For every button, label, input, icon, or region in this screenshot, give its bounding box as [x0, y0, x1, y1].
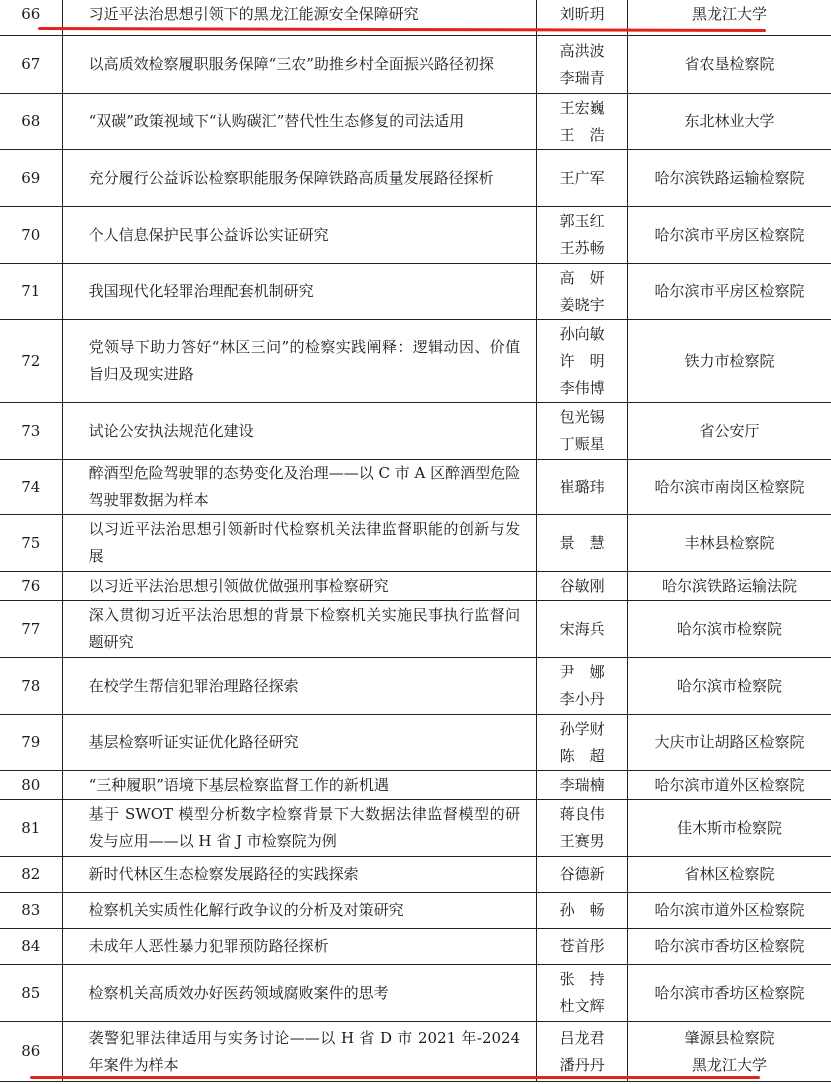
author-name: 包光锡 [559, 408, 605, 426]
row-number: 85 [0, 965, 62, 1022]
row-number: 67 [0, 36, 62, 94]
paper-title: 个人信息保护民事公益诉讼实证研究 [62, 207, 537, 264]
unit-name: 佳木斯市检察院 [677, 818, 783, 837]
paper-title: 习近平法治思想引领下的黑龙江能源安全保障研究 [62, 0, 537, 36]
author-cell [537, 264, 628, 320]
unit-name: 大庆市让胡路区检察院 [654, 733, 805, 751]
unit-name: 丰林县检察院 [684, 533, 775, 552]
author-cell [537, 320, 628, 403]
author-name: 吕龙君 [559, 1028, 605, 1047]
row-number: 83 [0, 893, 62, 929]
table-row [0, 150, 831, 207]
author-name: 李瑞青 [559, 68, 605, 87]
author-name: 高洪波 [559, 41, 605, 60]
unit-cell [628, 320, 831, 403]
paper-title: 以习近平法治思想引领新时代检察机关法律监督职能的创新与发展 [62, 515, 537, 572]
paper-title: “三种履职”语境下基层检察监督工作的新机遇 [62, 771, 537, 800]
paper-title: 新时代林区生态检察发展路径的实践探索 [62, 857, 537, 893]
author-name: 孙学财 [559, 719, 605, 738]
author-name: 张 持 [559, 970, 605, 988]
unit-cell [628, 601, 831, 658]
row-number: 79 [0, 715, 62, 771]
author-name: 丁赈星 [559, 435, 605, 453]
table-row [0, 715, 831, 771]
author-cell [537, 857, 628, 893]
author-name: 谷德新 [559, 865, 605, 883]
author-name: 景 慧 [559, 533, 605, 552]
author-cell [537, 715, 628, 771]
paper-title: 袭警犯罪法律适用与实务讨论——以 H 省 D 市 2021 年-2024 年案件为样本 [62, 1022, 537, 1082]
author-name: 孙向敏 [559, 324, 605, 343]
unit-cell [628, 965, 831, 1022]
author-cell [537, 965, 628, 1022]
unit-name: 铁力市检察院 [684, 351, 775, 370]
row-number: 74 [0, 460, 62, 515]
unit-cell [628, 929, 831, 965]
table-row [0, 320, 831, 403]
author-name: 刘昕玥 [559, 5, 605, 23]
author-cell [537, 36, 628, 94]
paper-title: 检察机关高质效办好医药领域腐败案件的思考 [62, 965, 537, 1022]
author-name: 李小丹 [559, 690, 605, 708]
unit-cell [628, 572, 831, 601]
unit-name: 哈尔滨市香坊区检察院 [654, 983, 805, 1002]
row-number: 75 [0, 515, 62, 572]
unit-name: 肇源县检察院 [684, 1028, 775, 1047]
unit-name: 哈尔滨市平房区检察院 [654, 225, 805, 244]
table-row [0, 36, 831, 94]
unit-cell [628, 94, 831, 150]
row-number: 78 [0, 658, 62, 715]
author-cell [537, 1022, 628, 1082]
unit-name: 哈尔滨市道外区检察院 [654, 901, 805, 919]
unit-cell [628, 800, 831, 857]
unit-cell [628, 658, 831, 715]
author-name: 王 浩 [559, 125, 605, 144]
row-number: 73 [0, 403, 62, 460]
author-name: 高 妍 [559, 268, 605, 287]
author-name: 尹 娜 [559, 663, 605, 681]
table-row [0, 658, 831, 715]
author-name: 崔璐玮 [559, 477, 605, 496]
author-name: 王赛男 [559, 832, 605, 850]
author-cell [537, 515, 628, 572]
author-name: 苍首彤 [559, 937, 605, 955]
table-row [0, 94, 831, 150]
table-row [0, 857, 831, 893]
row-number: 71 [0, 264, 62, 320]
paper-title: 充分履行公益诉讼检察职能服务保障铁路高质量发展路径探析 [62, 150, 537, 207]
table-row [0, 515, 831, 572]
author-cell [537, 94, 628, 150]
paper-title: 深入贯彻习近平法治思想的背景下检察机关实施民事执行监督问题研究 [62, 601, 537, 658]
row-number: 72 [0, 320, 62, 403]
author-cell [537, 460, 628, 515]
author-name: 王广军 [559, 168, 605, 187]
paper-title: 以高质效检察履职服务保障“三农”助推乡村全面振兴路径初探 [62, 36, 537, 94]
table-row [0, 601, 831, 658]
author-name: 杜文辉 [559, 997, 605, 1015]
unit-cell [628, 207, 831, 264]
author-name: 蒋良伟 [559, 805, 605, 823]
unit-name: 东北林业大学 [684, 112, 775, 130]
row-number: 81 [0, 800, 62, 857]
author-name: 许 明 [559, 351, 605, 370]
table-row [0, 264, 831, 320]
table-row [0, 800, 831, 857]
paper-title: 试论公安执法规范化建设 [62, 403, 537, 460]
unit-cell [628, 460, 831, 515]
unit-cell [628, 1022, 831, 1082]
unit-cell [628, 150, 831, 207]
author-cell [537, 929, 628, 965]
paper-title: 检察机关实质性化解行政争议的分析及对策研究 [62, 893, 537, 929]
author-cell [537, 601, 628, 658]
unit-cell [628, 857, 831, 893]
author-cell [537, 893, 628, 929]
author-name: 潘丹丹 [559, 1055, 605, 1074]
table-row [0, 1022, 831, 1082]
unit-name: 哈尔滨市检察院 [677, 619, 783, 638]
row-number: 69 [0, 150, 62, 207]
unit-name: 省林区检察院 [684, 865, 775, 883]
paper-title: 醉酒型危险驾驶罪的态势变化及治理——以 C 市 A 区醉酒型危险驾驶罪数据为样本 [62, 460, 537, 515]
table-row [0, 572, 831, 601]
row-number: 86 [0, 1022, 62, 1082]
author-name: 孙 畅 [559, 901, 605, 919]
author-name: 陈 超 [559, 746, 605, 765]
red-underline-bottom [30, 1076, 760, 1079]
unit-cell [628, 715, 831, 771]
table-row [0, 460, 831, 515]
paper-title: 党领导下助力答好“林区三问”的检察实践阐释：逻辑动因、价值旨归及现实进路 [62, 320, 537, 403]
author-name: 姜晓宇 [559, 295, 605, 314]
author-cell [537, 800, 628, 857]
author-name: 王苏畅 [559, 239, 605, 257]
paper-title: 在校学生帮信犯罪治理路径探索 [62, 658, 537, 715]
author-name: 王宏巍 [559, 98, 605, 117]
row-number: 76 [0, 572, 62, 601]
paper-title: 未成年人恶性暴力犯罪预防路径探析 [62, 929, 537, 965]
author-name: 郭玉红 [559, 212, 605, 230]
unit-cell [628, 771, 831, 800]
row-number: 80 [0, 771, 62, 800]
paper-title: 以习近平法治思想引领做优做强刑事检察研究 [62, 572, 537, 601]
unit-name: 省公安厅 [699, 421, 760, 440]
row-number: 77 [0, 601, 62, 658]
table-row [0, 929, 831, 965]
unit-name: 黑龙江大学 [692, 5, 768, 23]
row-number: 68 [0, 94, 62, 150]
table-row [0, 965, 831, 1022]
unit-name: 哈尔滨铁路运输检察院 [654, 168, 805, 187]
author-cell [537, 658, 628, 715]
unit-name: 哈尔滨市南岗区检察院 [654, 477, 805, 496]
author-cell [537, 150, 628, 207]
row-number: 66 [0, 0, 62, 36]
paper-title: 基于 SWOT 模型分析数字检察背景下大数据法律监督模型的研发与应用——以 H 省 J 市检察院为例 [62, 800, 537, 857]
row-number: 70 [0, 207, 62, 264]
table-row [0, 771, 831, 800]
unit-cell [628, 403, 831, 460]
unit-cell [628, 264, 831, 320]
table-row [0, 207, 831, 264]
table-row [0, 403, 831, 460]
row-number: 84 [0, 929, 62, 965]
unit-cell [628, 515, 831, 572]
author-cell [537, 403, 628, 460]
author-name: 李伟博 [559, 378, 605, 397]
unit-cell [628, 36, 831, 94]
author-name: 宋海兵 [559, 619, 605, 638]
author-cell [537, 771, 628, 800]
row-number: 82 [0, 857, 62, 893]
unit-cell [628, 893, 831, 929]
unit-name: 省农垦检察院 [684, 55, 775, 73]
author-cell [537, 207, 628, 264]
unit-name: 哈尔滨市道外区检察院 [654, 775, 805, 794]
unit-name: 哈尔滨市平房区检察院 [654, 282, 805, 300]
author-name: 谷敏刚 [559, 576, 605, 595]
unit-name: 哈尔滨市香坊区检察院 [654, 937, 805, 955]
unit-name: 哈尔滨市检察院 [677, 676, 783, 695]
paper-title: 基层检察听证实证优化路径研究 [62, 715, 537, 771]
table-row [0, 893, 831, 929]
unit-name: 哈尔滨铁路运输法院 [662, 576, 798, 595]
paper-title: “双碳”政策视域下“认购碳汇”替代性生态修复的司法适用 [62, 94, 537, 150]
author-name: 李瑞楠 [559, 775, 605, 794]
author-cell [537, 572, 628, 601]
unit-name: 黑龙江大学 [692, 1055, 768, 1074]
paper-title: 我国现代化轻罪治理配套机制研究 [62, 264, 537, 320]
